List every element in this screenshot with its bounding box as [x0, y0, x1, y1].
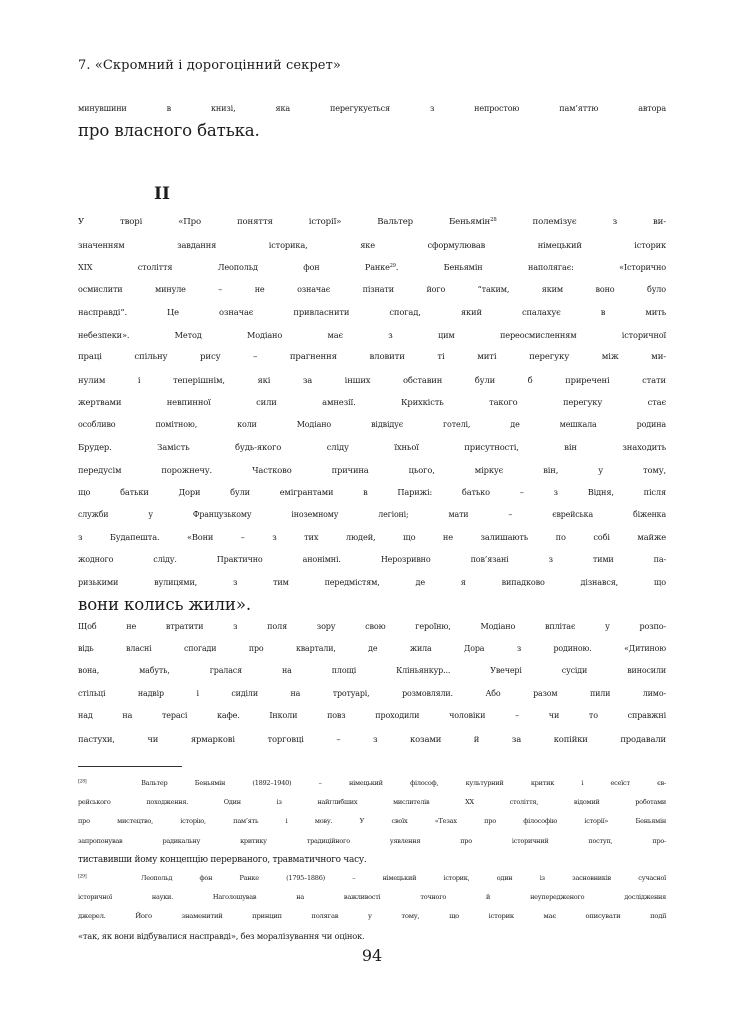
text-segment: полемізує з ви- — [496, 217, 666, 227]
text-line: Брудер. Замість будь-якого сліду їхньої присутності, він знаходить — [78, 442, 666, 452]
footnote-marker: [28] — [78, 779, 87, 785]
footnote-28 — [78, 774, 666, 870]
text-line: вона, мабуть, гралася на площі Кліньянкур... Увечері сусіди виносили — [78, 666, 666, 675]
paragraph-2 — [78, 615, 666, 750]
footnote-line: про мистецтво, історію, пам’ять і мову. У своїх «Тезах про філософію історії» Беньямін — [78, 817, 666, 826]
text-line: особливо помітною, коли Модіано відвідує готелі, де мешкала родина — [78, 419, 666, 429]
running-header: 7. «Скромний і дорогоцінний секрет» — [78, 58, 341, 73]
text-line: осмислити минуле – не означає пізнати його “таким, яким воно було — [78, 284, 666, 294]
text-line: що батьки Дори були емігрантами в Парижі: батько – з Відня, після — [78, 487, 666, 497]
section-heading: II — [154, 184, 170, 204]
text-line: жертвами невпинної сили амнезії. Крихкість такого перегуку стає — [78, 397, 666, 407]
footnote-marker: [29] — [78, 874, 87, 880]
text-line: жодного сліду. Практично анонімні. Нерозривно пов’язані з тими па- — [78, 554, 666, 564]
footnote-line: рейського походження. Один із найглибших мислителів XX століття, відомий роботами — [78, 798, 666, 807]
text-segment: XIX століття Леопольд фон Ранке — [78, 262, 390, 272]
text-line: насправді”. Це означає привласнити спогад, який спалахує в мить — [78, 307, 666, 317]
footnote-line: «так, як вони відбувалися насправді», без моралізування чи оцінок. — [78, 930, 365, 941]
text-line: Щоб не втратити з поля зору свою героїню, Модіано вплітає у розпо- — [78, 621, 666, 631]
footnote-line — [78, 774, 666, 793]
text-line: нулим і теперішнім, які за інших обставин були б приречені стати — [78, 374, 666, 385]
text-line: служби у Французькому іноземному легіоні; мати – єврейська біженка — [78, 509, 666, 519]
footnote-line: історичної науки. Наголошував на важливості точного й неупередженого дослідження — [78, 893, 666, 902]
text-line: стільці надвір і сиділи на тротуарі, розмовляли. Або разом пили лимо- — [78, 688, 666, 698]
text-line — [78, 256, 666, 279]
page-number: 94 — [361, 946, 383, 965]
footnote-ref: 28 — [490, 217, 497, 224]
text-line: минувшини в книзі, яка перегукується з непростою пам’яттю автора — [78, 103, 666, 113]
footnote-line: тиставивши йому концепцію перерваного, травматичного часу. — [78, 854, 367, 865]
footnote-ref: 29 — [389, 263, 396, 270]
text-line: вони колись жили». — [78, 594, 251, 614]
text-segment: У творі «Про поняття історії» Вальтер Беньямін — [78, 217, 491, 227]
footnote-line — [78, 869, 666, 888]
text-line: передусім порожнечу. Частково причина цього, міркує він, у тому, — [78, 464, 666, 475]
text-line: відь власні спогади про квартали, де жила Дора з родиною. «Дитиною — [78, 643, 666, 653]
text-segment: . Беньямін наполягає: «Історично — [395, 262, 666, 272]
text-line: з Будапешта. «Вони – з тих людей, що не залишають по собі майже — [78, 532, 666, 542]
footnote-line: запропонував радикальну критику традиційного уявлення про історичний поступ, про- — [78, 836, 666, 845]
text-line — [78, 211, 666, 234]
text-line: ризькими вулицями, з тим передмістям, де я випадково дізнався, що — [78, 577, 666, 587]
footnote-29 — [78, 869, 666, 946]
text-line: над на терасі кафе. Інколи повз проходили чоловіки – чи то справжні — [78, 711, 666, 720]
footnote-text: Леопольд фон Ранке (1795–1886) – німецький історик, один із засновників сучасної — [141, 874, 666, 882]
text-line: небезпеки». Метод Модіано має з цим переосмисленням історичної — [78, 329, 666, 340]
paragraph-1 — [78, 211, 666, 616]
text-line: про власного батька. — [78, 120, 260, 140]
footnote-separator — [78, 766, 182, 767]
text-line: значенням завдання історика, яке сформулював німецький історик — [78, 239, 666, 250]
text-line: праці спільну рису – прагнення вловити ті миті перегуку між ми- — [78, 352, 666, 362]
text-line: пастухи, чи ярмаркові торговці – з козами й за копійки продавали — [78, 733, 666, 744]
carry-over-paragraph — [78, 97, 666, 142]
footnote-line: джерел. Його знаменитий принцип полягав у тому, що історик має описувати події — [78, 912, 666, 921]
footnote-text: Вальтер Беньямін (1892–1940) – німецький філософ, культурний критик і есеїст єв- — [141, 779, 666, 787]
